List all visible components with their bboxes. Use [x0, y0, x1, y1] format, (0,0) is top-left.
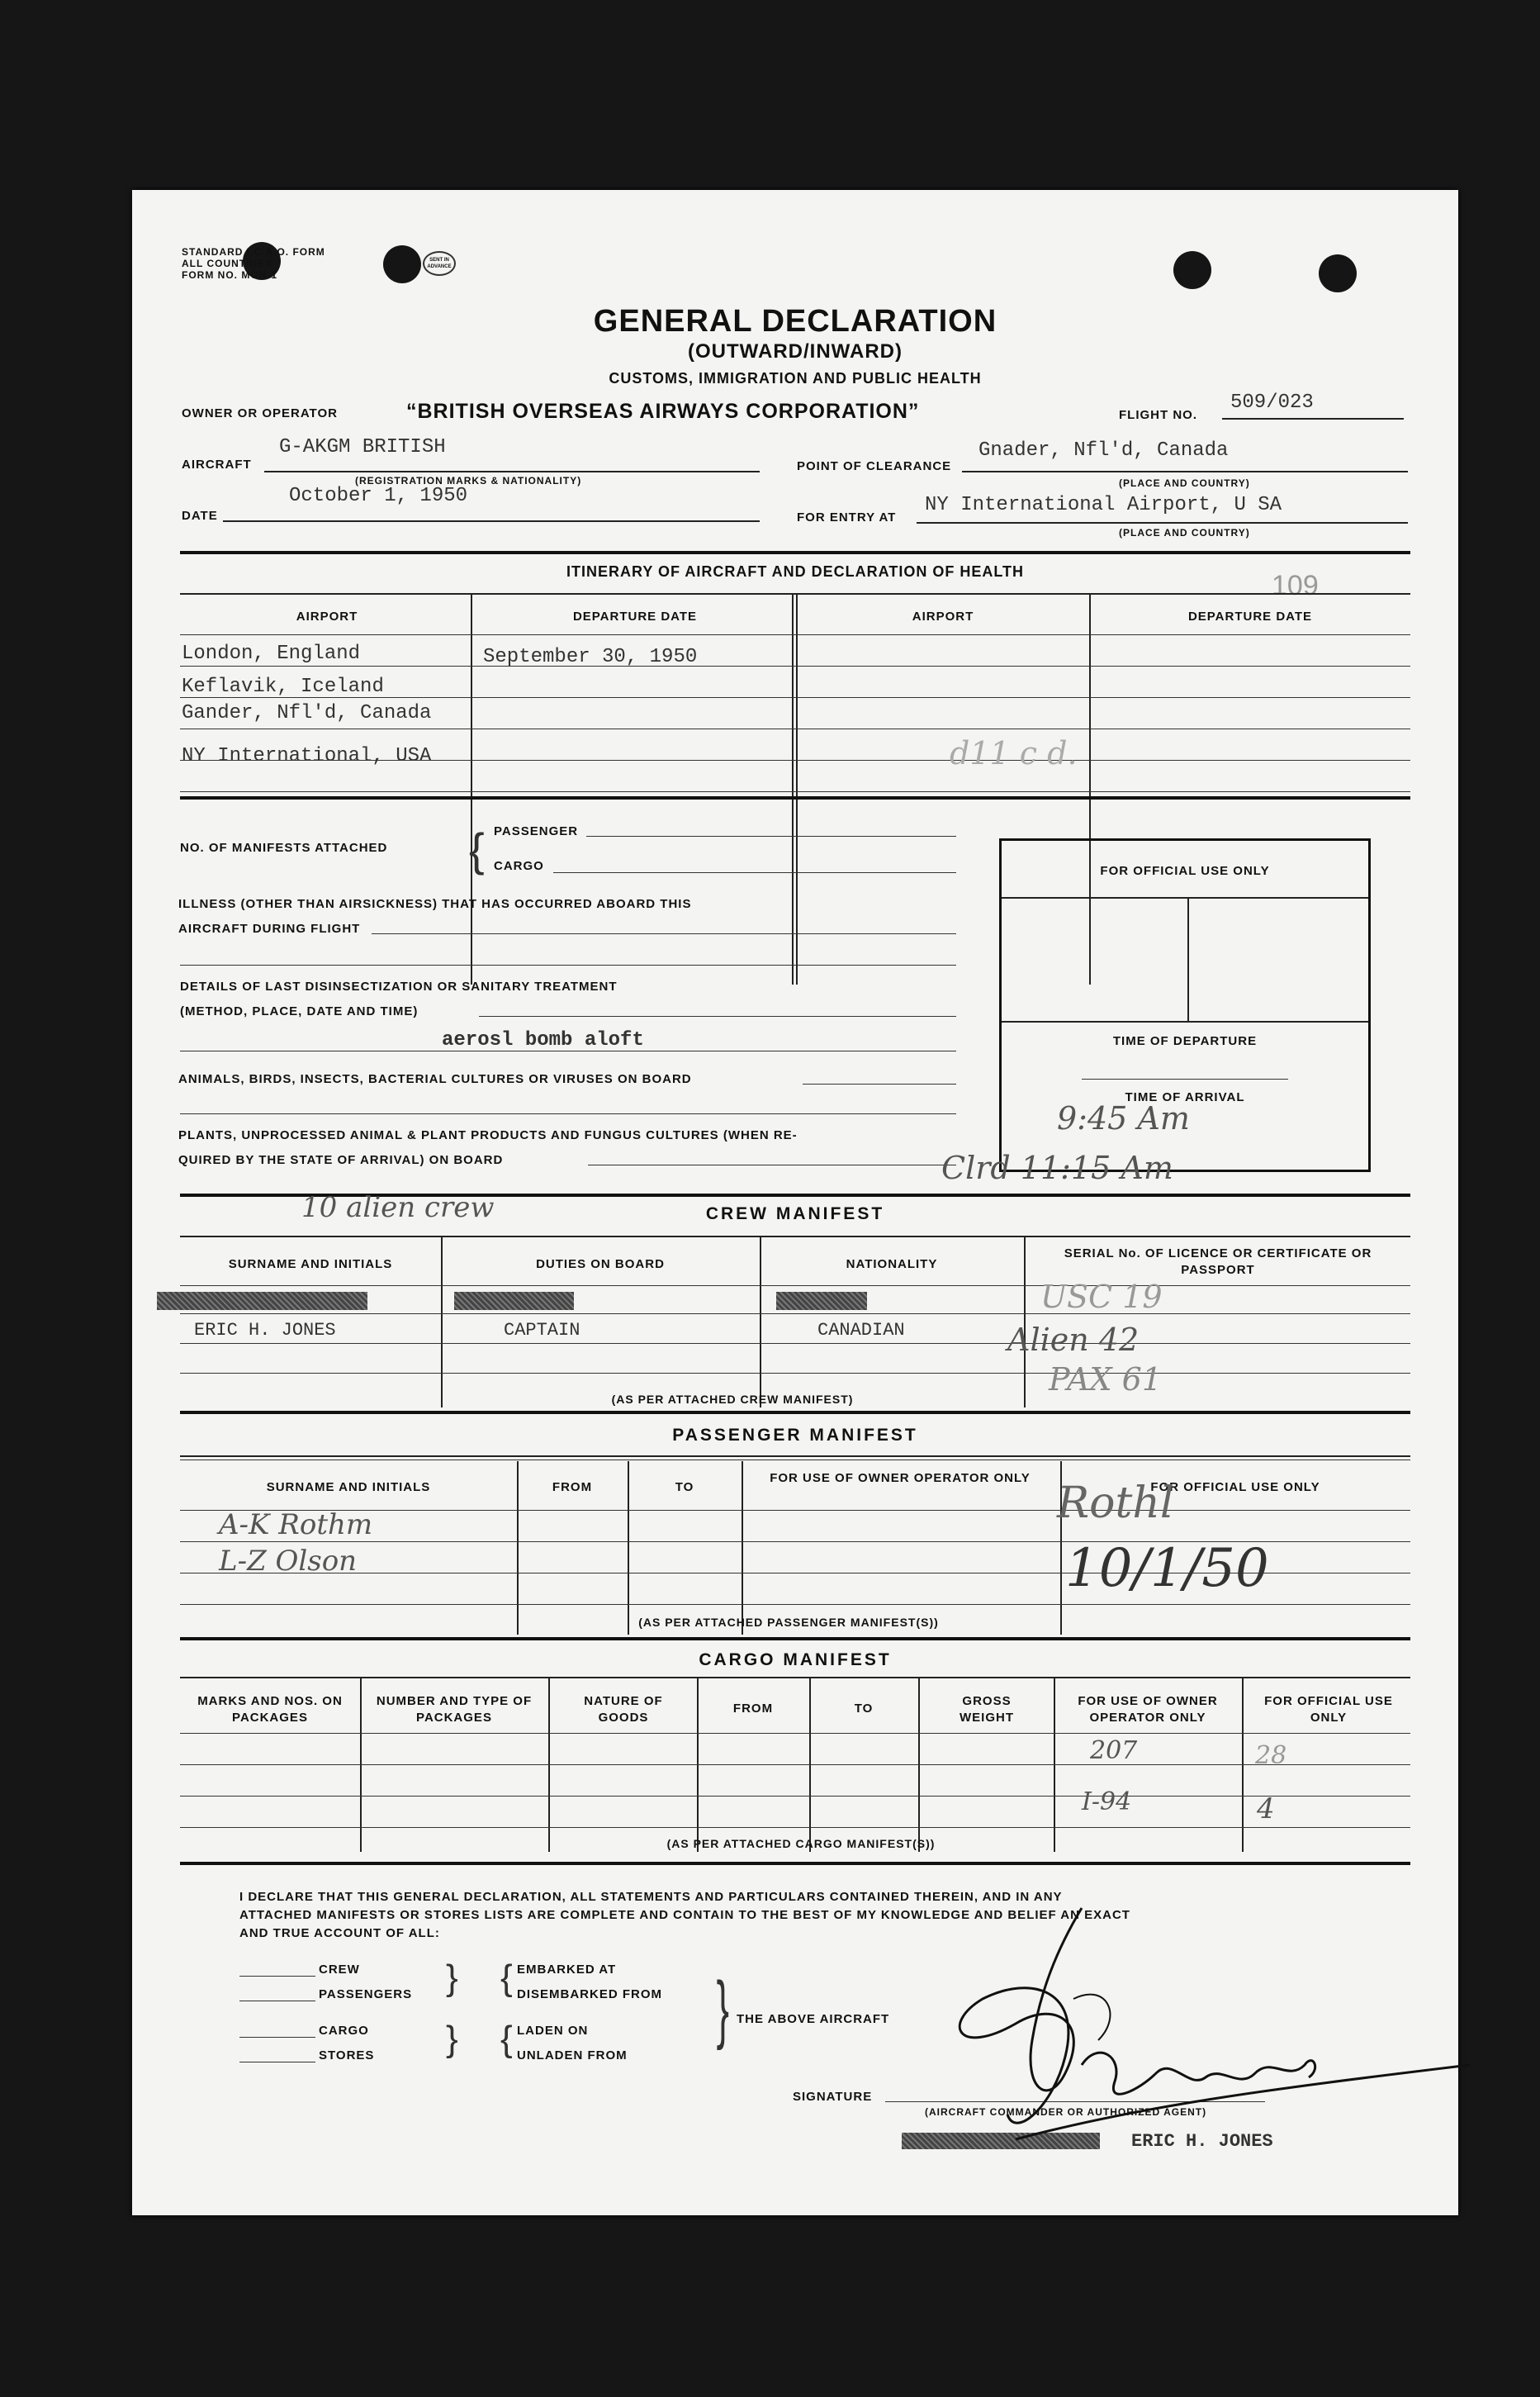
- declaration-passengers: PASSENGERS: [319, 1987, 413, 2001]
- crew-heading: CREW MANIFEST: [705, 1204, 885, 1223]
- declaration-crew: CREW: [319, 1963, 360, 1977]
- itinerary-col-airport: AIRPORT: [296, 610, 358, 624]
- itinerary-col-airport-2: AIRPORT: [912, 610, 974, 624]
- cargo-hand-owner: 207: [1090, 1736, 1138, 1765]
- crew-tally: Alien 42: [1007, 1322, 1140, 1358]
- aircraft-note: (REGISTRATION MARKS & NATIONALITY): [355, 475, 582, 487]
- cargo-col-to: TO: [854, 1702, 874, 1716]
- cargo-footer: (AS PER ATTACHED CARGO MANIFEST(S)): [666, 1837, 936, 1850]
- declaration-cargo: CARGO: [319, 2024, 369, 2038]
- form-id-line: ALL COUNTRIES: [182, 258, 273, 269]
- declaration-form: STANDARD I.C.A.O. FORM ALL COUNTRIES FORM NO. MON-1 SENT IN ADVANCE GENERAL DECLARATION (OUTWARD/INWARD) CUSTOMS, IMMIGRATION AND PUBLIC HEALTH OWNER OR OPERATOR “BRITISH OVERSEAS AIRWAYS CORPORATION” FLIGHT NO. 509/023 AIRCRAFT G-AKGM BRITISH (REGISTRATION MARKS & NATIONALITY) POINT OF CLEARANCE Gnader, Nfl'd, Canada (PLACE AND COUNTRY) DATE October 1, 1950 FOR ENTRY AT NY International Airport, U SA (PLACE AND COUNTRY) ITINERARY OF AIRCRAFT AND DECLARATION OF HEALTH 109 AIRPORT DEPARTURE DATE AIRPORT DEPARTURE DATE London, England September 30, 1950 Keflavik, Iceland Gander, Nfl'd, Canada NY International, USA d11 c d. NO. OF MANIFESTS ATTACHED { PASSENGER CARGO ILLNESS (OTHER THAN AIRSICKNESS) THAT HAS OCCURRED ABOARD THIS AIRCRAFT DURING FLIGHT DETAILS OF LAST DISINSECTIZATION OR SANITARY TREATMENT (METHOD, PLACE, DATE AND TIME) aerosl bomb aloft ANIMALS, BIRDS, INSECTS, BACTERIAL CULTURES OR VIRUSES ON BOARD PLANTS, UNPROCESSED ANIMAL & PLANT PRODUCTS AND FUNGUS CULTURES (WHEN RE- QUIRED BY THE STATE OF ARRIVAL) ON BOARD FOR OFFICIAL USE ONLY TIME OF DEPARTURE TIME OF ARRIVAL 9:45 Am Clrd 11:15 Am 10 alien crew CREW MANIFEST SURNAME AND INITIALS DUTIES ON BOARD NATIONALITY SERIAL No. OF LICENCE OR CERTIFICATE OR PASSPORT ERIC H. JONES CAPTAIN CANADIAN USC 19 Alien 42 PAX 61 (AS PER ATTACHED CREW MANIFEST) PASSENGER MANIFEST SURNAME AND INITIALS FROM TO FOR USE OF OWNER OPERATOR ONLY FOR OFFICIAL USE ONLY A-K Rothm L-Z Olson Rothl 10/1/50 (AS PER ATTACHED PASSENGER MANIFEST(S)) CARGO MANIFEST MARKS AND NOS. ON PACKAGES NUMBER AND TYPE OF PACKAGES NATURE OF GOODS FROM TO GROSS WEIGHT FOR USE OF OWNER OPERATOR ONLY FOR OFFICIAL USE ONLY 207 I-94 28 4 (AS PER ATTACHED CARGO MANIFEST(S)) I DECLARE THAT THIS GENERAL DECLARATION, ALL STATEMENTS AND PARTICULARS CONTAINED THEREIN, AND IN ANY ATTACHED MANIFESTS OR STORES LISTS ARE COMPLETE AND CONTAIN TO THE BEST OF MY KNOWLEDGE AND BELIEF AN EXACT AND TRUE ACCOUNT OF ALL: CREW PASSENGERS CARGO STORES } } { { EMBARKED AT DISEMBARKED FROM LADEN ON UNLADEN FROM } THE ABOVE AIRCRAFT SIGNATURE (AIRCRAFT COMMANDER OR AUTHORIZED AGENT) ERIC H. JONES: [132, 190, 1458, 2215]
- crew-col-duties: DUTIES ON BOARD: [536, 1257, 665, 1271]
- plants-label-2: QUIRED BY THE STATE OF ARRIVAL) ON BOARD: [178, 1153, 504, 1167]
- form-subtitle-2: CUSTOMS, IMMIGRATION AND PUBLIC HEALTH: [609, 370, 982, 387]
- punch-hole: [1173, 251, 1211, 289]
- plants-label: PLANTS, UNPROCESSED ANIMAL & PLANT PRODUCTS AND FUNGUS CULTURES (WHEN RE-: [178, 1128, 798, 1142]
- crew-nationality: CANADIAN: [817, 1320, 905, 1341]
- declaration-laden: LADEN ON: [517, 2024, 589, 2038]
- disinsect-label: DETAILS OF LAST DISINSECTIZATION OR SANITARY TREATMENT: [180, 980, 618, 994]
- signature-scrawl: [892, 1900, 1486, 2156]
- crew-tally: PAX 61: [1049, 1361, 1163, 1398]
- manifest-passenger-label: PASSENGER: [494, 824, 579, 838]
- clearance-label: POINT OF CLEARANCE: [797, 459, 952, 473]
- cargo-col-owner: FOR USE OF OWNER OPERATOR ONLY: [1078, 1694, 1218, 1725]
- entry-note: (PLACE AND COUNTRY): [1119, 527, 1250, 539]
- itinerary-airport: Gander, Nfl'd, Canada: [182, 702, 432, 724]
- cargo-col-weight: GROSS WEIGHT: [960, 1694, 1014, 1725]
- crew-duty: CAPTAIN: [504, 1320, 580, 1341]
- itinerary-airport: London, England: [182, 643, 361, 665]
- flight-value: 509/023: [1230, 392, 1314, 414]
- crew-handwriting: 10 alien crew: [301, 1191, 495, 1224]
- aircraft-value: G-AKGM BRITISH: [279, 436, 446, 458]
- cargo-col-from: FROM: [732, 1702, 774, 1716]
- passenger-col-to: TO: [675, 1480, 694, 1494]
- arrival-time-label: TIME OF ARRIVAL: [1125, 1090, 1245, 1104]
- punch-hole: [383, 245, 421, 283]
- cargo-hand-official: 28: [1255, 1741, 1287, 1770]
- cargo-col-nature: NATURE OF GOODS: [584, 1694, 663, 1725]
- cleared-note: Clrd 11:15 Am: [941, 1150, 1173, 1186]
- disinsect-label-2: (METHOD, PLACE, DATE AND TIME): [180, 1004, 419, 1018]
- signature-note: (AIRCRAFT COMMANDER OR AUTHORIZED AGENT): [925, 2106, 1207, 2118]
- itinerary-col-departure: DEPARTURE DATE: [572, 610, 698, 624]
- crew-tally: USC 19: [1040, 1279, 1163, 1315]
- cargo-col-packages: NUMBER AND TYPE OF PACKAGES: [376, 1694, 533, 1725]
- manifest-cargo-label: CARGO: [494, 859, 544, 873]
- punch-hole: [1319, 254, 1357, 292]
- cargo-hand-official: 4: [1257, 1792, 1275, 1825]
- form-title: GENERAL DECLARATION: [593, 304, 997, 339]
- itinerary-handwriting: d11 c d.: [950, 735, 1078, 771]
- form-subtitle: (OUTWARD/INWARD): [688, 340, 903, 363]
- departure-time-label: TIME OF DEPARTURE: [1112, 1034, 1258, 1048]
- crew-footer: (AS PER ATTACHED CREW MANIFEST): [611, 1393, 854, 1406]
- illness-label-2: AIRCRAFT DURING FLIGHT: [178, 922, 361, 936]
- clearance-note: (PLACE AND COUNTRY): [1119, 477, 1250, 489]
- entry-label: FOR ENTRY AT: [797, 510, 897, 524]
- illness-label: ILLNESS (OTHER THAN AIRSICKNESS) THAT HAS OCCURRED ABOARD THIS: [178, 897, 692, 911]
- form-id-line: STANDARD I.C.A.O. FORM: [182, 246, 325, 258]
- owner-label: OWNER OR OPERATOR: [182, 406, 338, 420]
- cargo-col-marks: MARKS AND NOS. ON PACKAGES: [197, 1694, 343, 1725]
- itinerary-airport: NY International, USA: [182, 745, 432, 767]
- official-box-heading: FOR OFFICIAL USE ONLY: [1100, 864, 1270, 878]
- entry-value: NY International Airport, U SA: [925, 494, 1282, 516]
- sent-in-advance-stamp: SENT IN ADVANCE: [423, 251, 456, 276]
- passenger-col-name: SURNAME AND INITIALS: [266, 1480, 431, 1494]
- passenger-heading: PASSENGER MANIFEST: [672, 1426, 918, 1445]
- passenger-footer: (AS PER ATTACHED PASSENGER MANIFEST(S)): [638, 1616, 939, 1629]
- cargo-hand-owner: I-94: [1082, 1787, 1132, 1816]
- passenger-hand-date: 10/1/50: [1065, 1538, 1269, 1599]
- declaration-text-2: ATTACHED MANIFESTS OR STORES LISTS ARE COMPLETE AND CONTAIN TO THE BEST OF MY KNOWLEDGE AND BELIEF AN EXACT: [239, 1908, 1130, 1922]
- manifests-label: NO. OF MANIFESTS ATTACHED: [180, 841, 388, 855]
- signer-name: ERIC H. JONES: [1131, 2131, 1273, 2152]
- date-label: DATE: [182, 509, 218, 523]
- stamp-number: 109: [1272, 570, 1319, 601]
- itinerary-heading: ITINERARY OF AIRCRAFT AND DECLARATION OF HEALTH: [566, 563, 1024, 580]
- itinerary-col-departure-2: DEPARTURE DATE: [1187, 610, 1313, 624]
- declaration-text-3: AND TRUE ACCOUNT OF ALL:: [239, 1926, 440, 1940]
- flight-label: FLIGHT NO.: [1119, 408, 1197, 422]
- form-id: [182, 246, 325, 281]
- declaration-embarked: EMBARKED AT: [517, 1963, 617, 1977]
- crew-col-name: SURNAME AND INITIALS: [228, 1257, 393, 1271]
- signature-label: SIGNATURE: [793, 2090, 873, 2104]
- crew-col-serial: SERIAL No. OF LICENCE OR CERTIFICATE OR PASSPORT: [1064, 1246, 1372, 1277]
- date-value: October 1, 1950: [289, 485, 468, 507]
- crew-name: ERIC H. JONES: [194, 1320, 336, 1341]
- declaration-disembarked: DISEMBARKED FROM: [517, 1987, 662, 2001]
- crew-col-nationality: NATIONALITY: [846, 1257, 938, 1271]
- clearance-value: Gnader, Nfl'd, Canada: [978, 439, 1229, 462]
- arrival-time-value: 9:45 Am: [1057, 1100, 1190, 1137]
- itinerary-airport: Keflavik, Iceland: [182, 676, 384, 698]
- declaration-stores: STORES: [319, 2048, 375, 2062]
- passenger-hand-name: A-K Rothm: [219, 1508, 373, 1541]
- passenger-hand-name: L-Z Olson: [219, 1545, 358, 1578]
- itinerary-departure: September 30, 1950: [483, 646, 698, 668]
- declaration-unladen: UNLADEN FROM: [517, 2048, 628, 2062]
- passenger-col-official: FOR OFFICIAL USE ONLY: [1150, 1480, 1320, 1494]
- declaration-above-aircraft: THE ABOVE AIRCRAFT: [737, 2012, 890, 2026]
- disinsect-value: aerosl bomb aloft: [442, 1029, 644, 1051]
- passenger-col-from: FROM: [552, 1480, 593, 1494]
- form-id-line: FORM NO. MON-1: [182, 269, 277, 281]
- animals-label: ANIMALS, BIRDS, INSECTS, BACTERIAL CULTURES OR VIRUSES ON BOARD: [178, 1072, 692, 1086]
- cargo-heading: CARGO MANIFEST: [699, 1650, 892, 1669]
- cargo-col-official: FOR OFFICIAL USE ONLY: [1264, 1694, 1393, 1725]
- declaration-text: I DECLARE THAT THIS GENERAL DECLARATION, ALL STATEMENTS AND PARTICULARS CONTAINED THEREIN, AND IN ANY: [239, 1890, 1063, 1904]
- aircraft-label: AIRCRAFT: [182, 458, 252, 472]
- owner-value: “BRITISH OVERSEAS AIRWAYS CORPORATION”: [406, 400, 920, 423]
- passenger-hand-official: Rothl: [1057, 1479, 1174, 1528]
- passenger-col-owner: FOR USE OF OWNER OPERATOR ONLY: [770, 1471, 1031, 1485]
